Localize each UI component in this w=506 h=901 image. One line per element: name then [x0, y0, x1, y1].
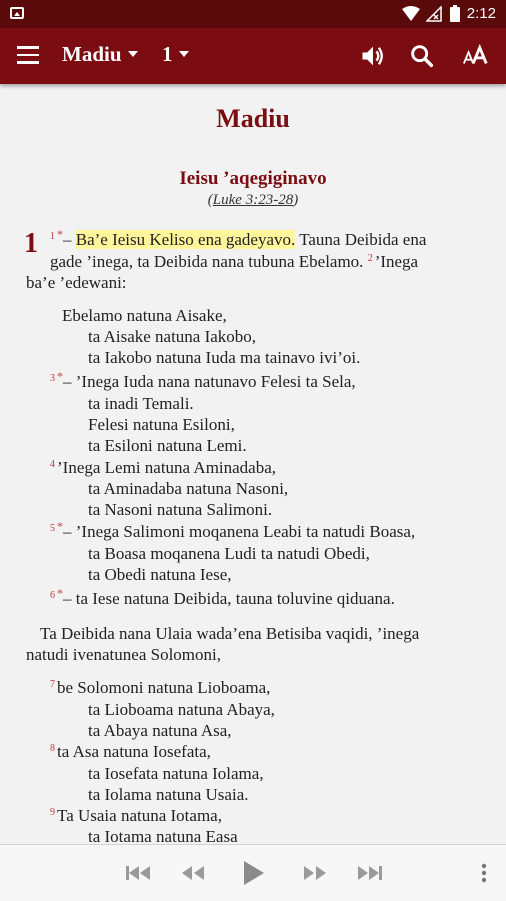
poetry-line: ta Iakobo natuna Iuda ma tainavo ivi’oi.	[88, 348, 361, 367]
verse-number[interactable]: 5	[50, 523, 55, 534]
menu-icon[interactable]	[17, 46, 39, 64]
poetry-line: ta inadi Temali.	[88, 394, 194, 413]
text-size-icon[interactable]	[462, 42, 490, 70]
verse-line	[50, 227, 427, 250]
skip-next-icon[interactable]	[356, 861, 384, 885]
play-icon[interactable]	[240, 859, 266, 887]
verse-text: gade ’inega, ta Deibida nana tubuna Ebelamo.	[50, 252, 364, 271]
app-bar	[0, 28, 506, 84]
verse-text: ’Inega Lemi natuna Aminadaba,	[57, 458, 277, 477]
rewind-icon[interactable]	[180, 861, 206, 885]
cross-ref-close: )	[293, 192, 299, 208]
book-selector[interactable]	[62, 42, 138, 67]
verse-number[interactable]: 1	[50, 231, 55, 242]
footnote-marker[interactable]: *	[57, 227, 63, 241]
poetry-line: ta Esiloni natuna Lemi.	[88, 436, 247, 455]
poetry-line: ta Aisake natuna Iakobo,	[88, 327, 257, 346]
cross-ref-open: (	[207, 192, 213, 208]
poetry-line	[50, 806, 222, 826]
chevron-down-icon	[128, 51, 138, 57]
footnote-marker[interactable]: *	[57, 519, 63, 533]
skip-previous-icon[interactable]	[124, 861, 152, 885]
verse-line: ba’e ’edewani:	[26, 273, 127, 292]
verse-number[interactable]: 3	[50, 373, 55, 384]
verse-dash: –	[63, 230, 72, 249]
search-icon[interactable]	[408, 42, 436, 70]
chevron-down-icon	[179, 51, 189, 57]
poetry-line	[50, 678, 270, 698]
poetry-line	[50, 742, 211, 762]
footnote-marker[interactable]: *	[57, 369, 63, 383]
verse-number[interactable]: 7	[50, 679, 55, 690]
verse-text: – ’Inega Salimoni moqanena Leabi ta natudi Boasa,	[63, 522, 416, 541]
poetry-line	[50, 369, 356, 392]
poetry-line	[50, 586, 395, 609]
status-bar	[0, 0, 506, 28]
verse-text: Tauna Deibida ena	[295, 230, 427, 249]
signal-off-icon	[426, 6, 442, 22]
book-name: Madiu	[62, 42, 122, 66]
poetry-line: ta Iotama natuna Easa	[88, 827, 238, 844]
poetry-line	[50, 519, 416, 542]
verse-text: Ta Usaia natuna Iotama,	[57, 806, 222, 825]
poetry-line: ta Lioboama natuna Abaya,	[88, 700, 275, 719]
verse-number[interactable]: 2	[367, 253, 373, 264]
verse-line	[50, 252, 418, 272]
paragraph-line: natudi ivenatunea Solomoni,	[26, 645, 221, 664]
wifi-icon	[402, 6, 420, 22]
verse-number[interactable]: 6	[50, 590, 55, 601]
verse-text: – ta Iese natuna Deibida, tauna toluvine qiduana.	[63, 589, 395, 608]
verse-text: ’Inega	[374, 252, 419, 271]
image-notification-icon	[10, 7, 24, 19]
verse-text: be Solomoni natuna Lioboama,	[57, 678, 271, 697]
audio-player-bar	[0, 844, 506, 901]
battery-icon	[450, 5, 460, 22]
verse-text: – ’Inega Iuda nana natunavo Felesi ta Sela,	[63, 372, 356, 391]
chapter-number: 1	[162, 42, 173, 66]
poetry-line: ta Boasa moqanena Ludi ta natudi Obedi,	[88, 544, 370, 563]
verse-text: ta Asa natuna Iosefata,	[57, 742, 211, 761]
paragraph-line: Ta Deibida nana Ulaia wada’ena Betisiba vaqidi, ’inega	[40, 624, 420, 643]
poetry-line: ta Abaya natuna Asa,	[88, 721, 232, 740]
cross-reference	[0, 192, 506, 209]
poetry-line: ta Aminadaba natuna Nasoni,	[88, 479, 289, 498]
fast-forward-icon[interactable]	[302, 861, 328, 885]
volume-icon[interactable]	[359, 42, 387, 70]
poetry-line: ta Obedi natuna Iese,	[88, 565, 232, 584]
book-title: Madiu	[216, 104, 290, 133]
verse-number[interactable]: 4	[50, 459, 55, 470]
verse-number[interactable]: 9	[50, 807, 55, 818]
poetry-line	[50, 458, 276, 478]
section-heading: Ieisu ’aqegiginavo	[179, 168, 327, 189]
highlighted-text[interactable]: Ba’e Ieisu Keliso ena gadeyavo.	[75, 230, 296, 249]
footnote-marker[interactable]: *	[57, 586, 63, 600]
chapter-selector[interactable]	[162, 42, 189, 67]
scripture-content[interactable]	[0, 84, 506, 844]
more-vert-icon[interactable]	[478, 861, 490, 885]
chapter-number-drop: 1	[24, 228, 38, 259]
poetry-line: ta Iolama natuna Usaia.	[88, 785, 249, 804]
clock: 2:12	[466, 5, 496, 22]
poetry-line: Ebelamo natuna Aisake,	[62, 306, 227, 325]
poetry-line: ta Iosefata natuna Iolama,	[88, 764, 264, 783]
poetry-line: ta Nasoni natuna Salimoni.	[88, 500, 273, 519]
verse-number[interactable]: 8	[50, 743, 55, 754]
poetry-line: Felesi natuna Esiloni,	[88, 415, 235, 434]
cross-ref-link[interactable]: Luke 3:23-28	[212, 192, 294, 208]
